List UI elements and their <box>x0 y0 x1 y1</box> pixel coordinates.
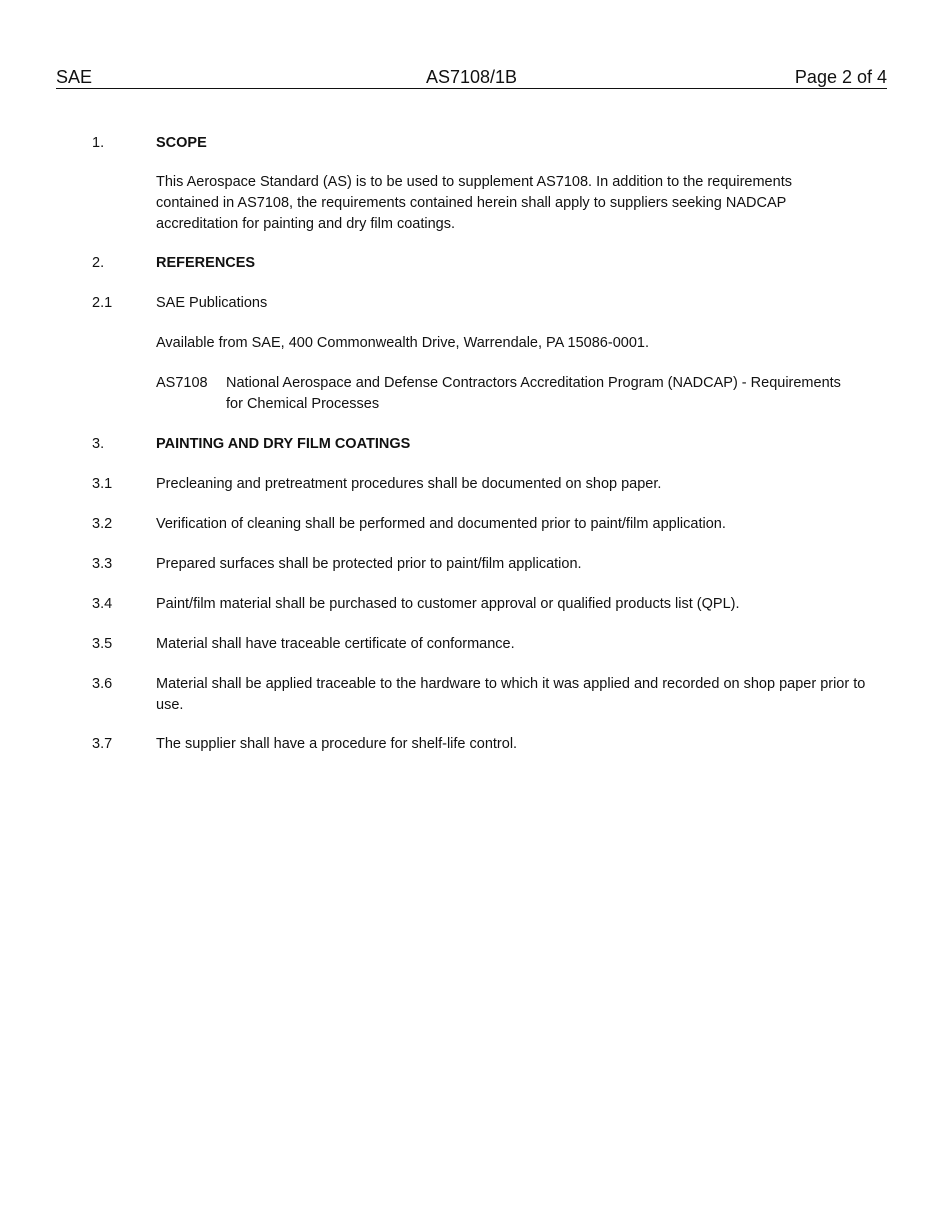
reference-code: AS7108 <box>156 375 208 391</box>
section-number: 1. <box>92 135 105 151</box>
item-number: 3.1 <box>92 476 113 492</box>
subsection-title: SAE Publications <box>156 295 268 311</box>
item-number: 3.5 <box>92 636 113 652</box>
section-number: 2. <box>92 255 105 271</box>
section-title: SCOPE <box>156 135 207 151</box>
item-text: The supplier shall have a procedure for shelf-life control. <box>156 736 518 752</box>
header-page-number: Page 2 of 4 <box>794 67 887 87</box>
item-text: Material shall be applied traceable to the hardware to which it was applied and recorded on shop paper prior to use. <box>156 676 866 713</box>
item-number: 3.7 <box>92 736 113 752</box>
reference-description: National Aerospace and Defense Contractors Accreditation Program (NADCAP) - Requirements for Chemical Processes <box>226 375 841 412</box>
header-organization: SAE <box>56 67 93 87</box>
section-number: 3. <box>92 436 105 452</box>
availability-statement: Available from SAE, 400 Commonwealth Drive, Warrendale, PA 15086-0001. <box>156 335 649 351</box>
item-text: Precleaning and pretreatment procedures shall be documented on shop paper. <box>156 476 662 492</box>
item-text: Prepared surfaces shall be protected prior to paint/film application. <box>156 556 582 572</box>
item-number: 3.4 <box>92 596 113 612</box>
header-document-number: AS7108/1B <box>425 67 518 87</box>
scope-paragraph: This Aerospace Standard (AS) is to be used to supplement AS7108. In addition to the requirements contained in AS7108, the requirements contained herein shall apply to suppliers seeking NADCAP accreditation for painting and dry film coatings. <box>156 174 792 232</box>
item-text: Material shall have traceable certificate of conformance. <box>156 636 515 652</box>
page-header <box>56 66 887 89</box>
section-title: PAINTING AND DRY FILM COATINGS <box>156 436 411 452</box>
item-text: Paint/film material shall be purchased to customer approval or qualified products list (QPL). <box>156 596 740 612</box>
item-text: Verification of cleaning shall be performed and documented prior to paint/film application. <box>156 516 726 532</box>
subsection-number: 2.1 <box>92 295 113 311</box>
item-number: 3.3 <box>92 556 113 572</box>
item-number: 3.2 <box>92 516 113 532</box>
item-number: 3.6 <box>92 676 113 692</box>
section-title: REFERENCES <box>156 255 256 271</box>
